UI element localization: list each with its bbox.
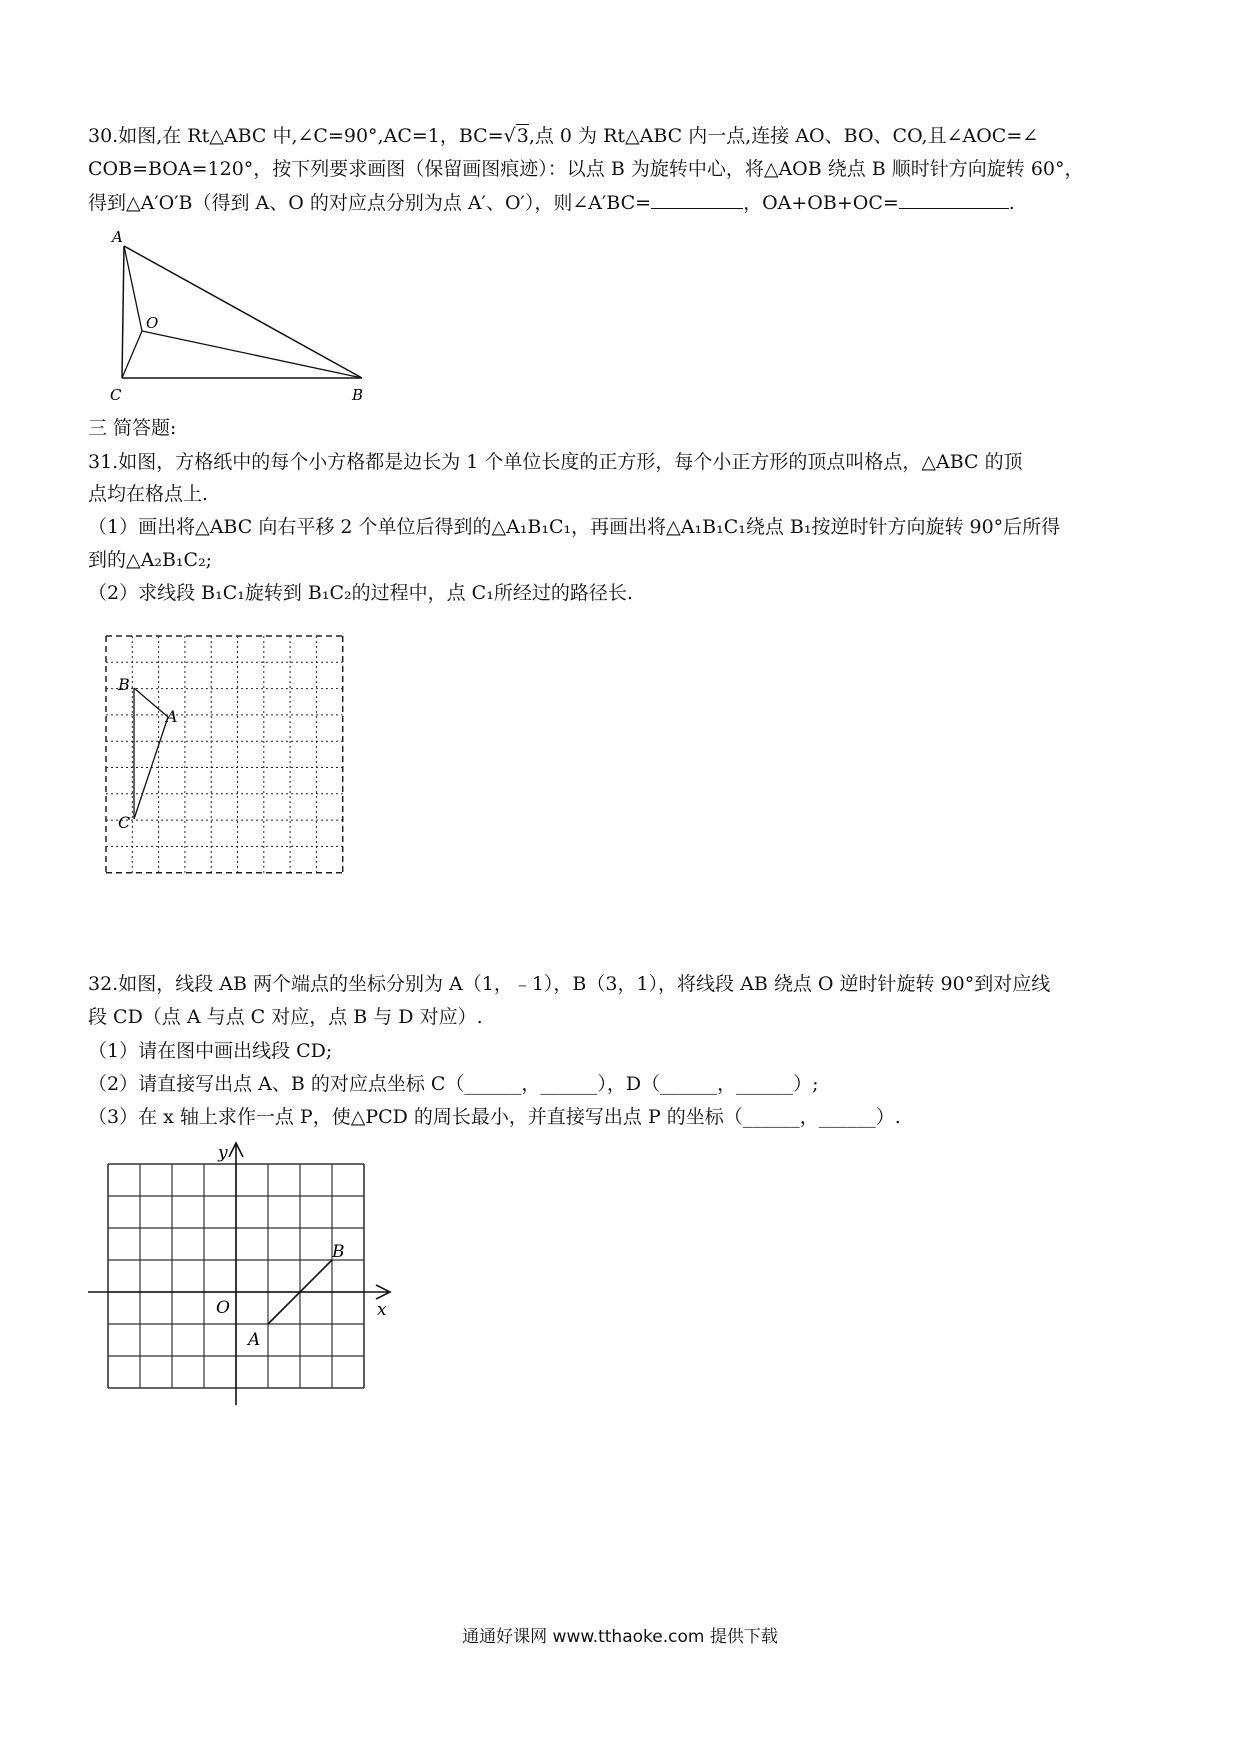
label-C: C — [118, 813, 131, 832]
grid-lines — [106, 636, 343, 873]
q32-line-1: 32.如图，线段 AB 两个端点的坐标分别为 A（1，﹣1），B（3，1），将线段 AB 绕点 O 逆时针旋转 90°到对应线 — [88, 973, 1051, 995]
q30-text-e: . — [1008, 192, 1015, 214]
q31-part-1-line-2: 到的△A₂B₁C₂; — [88, 549, 213, 571]
section-heading: 三 简答题: — [88, 417, 177, 439]
q30-text-a: 30.如图,在 Rt△ABC 中,∠C=90°,AC=1，BC= — [88, 125, 504, 147]
sqrt-argument: 3 — [516, 125, 529, 147]
q32-part-3: （3）在 x 轴上求作一点 P，使△PCD 的周长最小，并直接写出点 P 的坐标（______，______）. — [88, 1106, 901, 1128]
q31-line-1: 31.如图，方格纸中的每个小方格都是边长为 1 个单位长度的正方形，每个小正方形的顶点叫格点，△ABC 的顶 — [88, 451, 1023, 473]
q31-line-2: 点均在格点上. — [88, 483, 209, 505]
q31-grid-figure — [100, 630, 350, 880]
label-A: A — [112, 228, 123, 246]
q32-part-1: （1）请在图中画出线段 CD; — [88, 1040, 333, 1062]
q30-line-2: COB=BOA=120°，按下列要求画图（保留画图痕迹）：以点 B 为旋转中心，将△AOB 绕点 B 顺时针方向旋转 60°， — [88, 158, 1084, 180]
q30-triangle-figure — [104, 224, 384, 404]
label-O: O — [216, 1298, 230, 1318]
q30-text-d: ，OA+OB+OC= — [743, 192, 899, 214]
q30-text-c: 得到△A′O′B（得到 A、O 的对应点分别为点 A′、O′），则∠A′BC= — [88, 192, 652, 214]
q30-line-1 — [88, 124, 1038, 148]
label-A: A — [166, 707, 178, 726]
label-B: B — [332, 1242, 345, 1262]
q30-text-b: ,点 0 为 Rt△ABC 内一点,连接 AO、BO、CO,且∠AOC=∠ — [528, 125, 1039, 147]
q32-part-2: （2）请直接写出点 A、B 的对应点坐标 C（______，______），D（______，______）; — [88, 1073, 819, 1095]
label-y: y — [218, 1143, 228, 1163]
q32-coordinate-grid — [88, 1135, 398, 1415]
label-B: B — [118, 675, 130, 694]
q32-line-2: 段 CD（点 A 与点 C 对应，点 B 与 D 对应）. — [88, 1006, 483, 1028]
label-O: O — [146, 314, 159, 332]
footer-credit: 通通好课网 www.tthaoke.com 提供下载 — [462, 1627, 778, 1647]
label-x: x — [377, 1300, 387, 1320]
sqrt-symbol: √ — [503, 125, 516, 147]
answer-blank-angle[interactable] — [651, 190, 743, 209]
label-B: B — [352, 386, 364, 404]
q31-part-1-line-1: （1）画出将△ABC 向右平移 2 个单位后得到的△A₁B₁C₁，再画出将△A₁B₁C₁绕点 B₁按逆时针方向旋转 90°后所得 — [88, 516, 1061, 538]
q30-line-3 — [88, 190, 1015, 215]
label-C: C — [110, 386, 122, 404]
label-A: A — [248, 1330, 261, 1350]
q31-part-2: （2）求线段 B₁C₁旋转到 B₁C₂的过程中，点 C₁所经过的路径长. — [88, 582, 633, 604]
answer-blank-sum[interactable] — [899, 190, 1009, 209]
